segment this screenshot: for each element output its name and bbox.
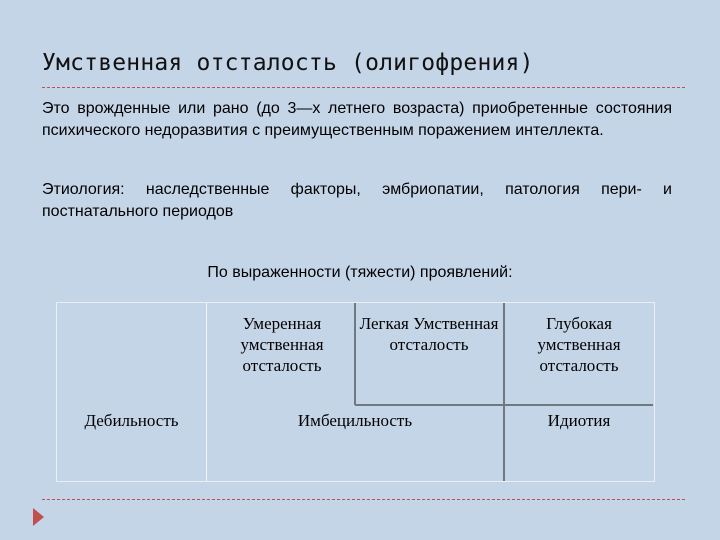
row-cell-debility: Дебильность [84, 411, 179, 430]
header-cell-mild: Легкая Умственная отсталость [359, 314, 499, 354]
bottom-divider [42, 499, 685, 500]
severity-caption: По выраженности (тяжести) проявлений: [207, 264, 513, 281]
table-hline [355, 404, 653, 406]
triangle-bullet-icon [33, 508, 44, 526]
table-vline-3 [503, 303, 505, 481]
row-cell-idiocy: Идиотия [547, 411, 611, 430]
severity-table [56, 302, 655, 482]
etiology-paragraph: Этиология: наследственные факторы, эмбриопатии, патология пери- и постнатального периодов [42, 181, 672, 220]
header-cell-moderate: Умеренная умственная отсталость [240, 314, 324, 375]
table-vline-2 [354, 303, 356, 405]
title-divider [42, 87, 685, 88]
row-cell-imbecility: Имбецильность [297, 411, 413, 430]
table-vline-1 [206, 303, 207, 481]
slide-title: Умственная отсталость (олигофрения) [42, 50, 534, 76]
header-cell-profound: Глубокая умственная отсталость [537, 314, 621, 375]
definition-paragraph: Это врожденные или рано (до 3—х летнего возраста) приобретенные состояния психического недоразвития с преимущественным поражением интеллекта. [42, 100, 672, 139]
